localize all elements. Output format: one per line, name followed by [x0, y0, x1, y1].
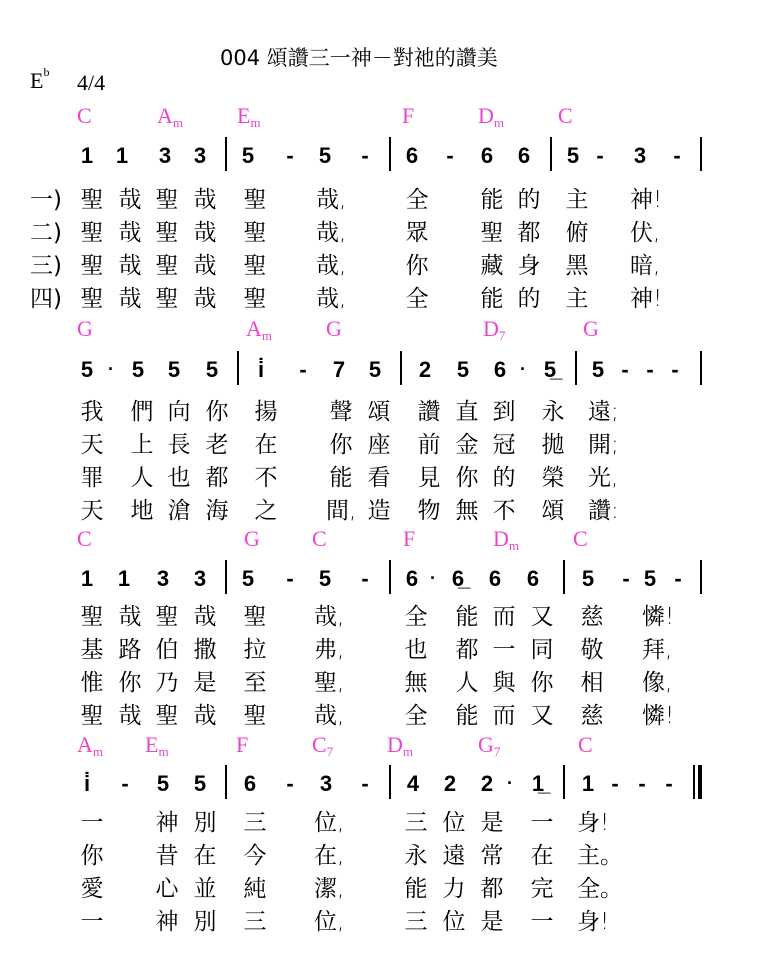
dash: -	[674, 566, 682, 591]
lyric: 主。	[577, 843, 623, 869]
dash: -	[121, 771, 129, 796]
lyric: 遠;	[588, 399, 619, 425]
barline	[389, 137, 391, 171]
chord: C	[312, 526, 327, 551]
lyric: 伏,	[630, 220, 661, 246]
chord: $E_m$	[237, 103, 261, 130]
lyric: 都	[480, 876, 504, 902]
final-barline-thick	[698, 765, 702, 799]
lyric: 又	[530, 604, 554, 630]
lyric: 拉	[243, 637, 267, 663]
note: 5	[156, 771, 170, 796]
lyric: 們	[130, 399, 154, 425]
chord: $D_m$	[478, 103, 505, 130]
note: 2	[418, 357, 432, 382]
lyric: 人	[130, 465, 154, 491]
chord: C	[77, 526, 92, 551]
lyric: 哉,	[316, 286, 347, 312]
chord: $D_7$	[483, 316, 506, 343]
dash: -	[622, 566, 630, 591]
lyric: 我	[80, 399, 104, 425]
lyric: 座	[367, 432, 391, 458]
lyric: 哉	[118, 187, 142, 213]
lyric: 相	[580, 670, 604, 696]
dash: -	[299, 357, 307, 382]
chord: G	[326, 316, 342, 341]
barline	[700, 351, 702, 385]
dash: -	[361, 566, 369, 591]
dash: -	[286, 771, 294, 796]
lyric: 永	[541, 399, 565, 425]
lyric: 哉,	[314, 604, 345, 630]
lyric: 聖	[480, 220, 504, 246]
augmentation-dot: ·	[108, 359, 114, 379]
lyric: 造	[367, 498, 391, 524]
note-underlined: 1̲	[531, 771, 545, 796]
chord: G	[77, 316, 93, 341]
lyric: 聖	[80, 703, 104, 729]
lyric: 位,	[314, 909, 345, 935]
lyric: 聖	[243, 220, 267, 246]
lyric: 頌	[541, 498, 565, 524]
lyric: 你	[80, 843, 104, 869]
lyric: 哉	[118, 220, 142, 246]
chord: $G_7$	[478, 732, 501, 759]
chord: C	[558, 103, 573, 128]
barline	[575, 351, 577, 385]
lyric: 乃	[155, 670, 179, 696]
lyric: 光,	[588, 465, 619, 491]
lyric: 又	[530, 703, 554, 729]
note: 5	[581, 566, 595, 591]
dash: -	[596, 143, 604, 168]
lyric: 哉,	[316, 220, 347, 246]
lyric: 聖	[155, 187, 179, 213]
lyric: 金	[455, 432, 479, 458]
lyric: 神	[155, 810, 179, 836]
dash: -	[286, 566, 294, 591]
note: 6	[488, 566, 502, 591]
lyric: 哉	[193, 220, 217, 246]
lyric: 憐!	[642, 703, 675, 729]
lyric: 昔	[155, 843, 179, 869]
lyric: 惟	[80, 670, 104, 696]
barline	[700, 560, 702, 594]
lyric: 心	[155, 876, 179, 902]
chord: F	[236, 732, 249, 757]
lyric: 都	[517, 220, 541, 246]
lyric: 在	[530, 843, 554, 869]
lyric: 都	[205, 465, 229, 491]
lyric: 是	[193, 670, 217, 696]
lyric: 聖	[243, 703, 267, 729]
note: 5	[318, 566, 332, 591]
lyric: 神	[155, 909, 179, 935]
lyric: 暗,	[630, 253, 661, 279]
lyric: 哉,	[316, 253, 347, 279]
chord: F	[402, 103, 415, 128]
note: 5	[167, 357, 181, 382]
lyric: 俯	[565, 220, 589, 246]
note-high: i̇	[83, 771, 91, 796]
note: 6	[243, 771, 257, 796]
note: 1	[115, 143, 129, 168]
lyric: 三	[243, 810, 267, 836]
lyric: 拜,	[642, 637, 673, 663]
lyric: 基	[80, 637, 104, 663]
lyric: 向	[167, 399, 191, 425]
note-underlined: 6̲	[451, 566, 465, 591]
lyric: 聲	[329, 399, 353, 425]
lyric: 哉	[193, 187, 217, 213]
lyric: 間,	[326, 498, 357, 524]
lyric: 一	[530, 810, 554, 836]
lyric: 三	[404, 810, 428, 836]
lyric: 永	[404, 843, 428, 869]
lyric: 在	[193, 843, 217, 869]
lyric: 潔,	[314, 876, 345, 902]
lyric: 神!	[630, 286, 663, 312]
key-flat: b	[43, 65, 50, 79]
lyric: 能	[455, 703, 479, 729]
lyric: 聖	[80, 253, 104, 279]
lyric: 看	[367, 465, 391, 491]
lyric: 像,	[642, 670, 673, 696]
dash: -	[286, 143, 294, 168]
lyric: 憐!	[642, 604, 675, 630]
barline	[225, 137, 227, 171]
lyric: 黑	[565, 253, 589, 279]
lyric: 一	[492, 637, 516, 663]
lyric: 聖	[80, 604, 104, 630]
lyric: 聖	[80, 220, 104, 246]
note: 5	[205, 357, 219, 382]
note: 6	[493, 357, 507, 382]
lyric: 聖	[243, 604, 267, 630]
lyric: 至	[243, 670, 267, 696]
lyric: 不	[492, 498, 516, 524]
note: 5	[80, 357, 94, 382]
note: 5	[193, 771, 207, 796]
chord: $A_m$	[77, 732, 104, 759]
lyric: 都	[455, 637, 479, 663]
lyric: 直	[455, 399, 479, 425]
lyric: 天	[80, 498, 104, 524]
hymn-title: 004 頌讚三一神－對祂的讚美	[220, 46, 498, 70]
augmentation-dot: ·	[507, 773, 513, 793]
lyric: 聖	[243, 253, 267, 279]
note: 5	[591, 357, 605, 382]
lyric: 力	[442, 876, 466, 902]
note: 6	[405, 566, 419, 591]
chord: $C_7$	[312, 732, 334, 759]
lyric: 聖	[155, 703, 179, 729]
lyric: 藏	[480, 253, 504, 279]
lyric: 前	[417, 432, 441, 458]
note: 2	[443, 771, 457, 796]
lyric: 無	[455, 498, 479, 524]
lyric: 全	[405, 286, 429, 312]
lyric: 同	[530, 637, 554, 663]
note: 1	[581, 771, 595, 796]
verse-number: 三)	[30, 253, 62, 279]
lyric: 完	[530, 876, 554, 902]
lyric: 聖	[80, 187, 104, 213]
note: 2	[480, 771, 494, 796]
note: 1	[80, 143, 94, 168]
lyric: 而	[492, 703, 516, 729]
lyric: 的	[492, 465, 516, 491]
chord: F	[403, 526, 416, 551]
lyric: 撒	[193, 637, 217, 663]
chord: $A_m$	[246, 316, 273, 343]
note: 3	[319, 771, 333, 796]
dash: -	[446, 143, 454, 168]
lyric: 見	[417, 465, 441, 491]
lyric: 別	[193, 909, 217, 935]
dash: -	[621, 357, 629, 382]
lyric: 你	[530, 670, 554, 696]
lyric: 愛	[80, 876, 104, 902]
lyric: 哉	[193, 286, 217, 312]
time-signature: 4/4	[77, 70, 106, 95]
barline	[225, 765, 227, 799]
lyric: 你	[205, 399, 229, 425]
note: 7	[332, 357, 346, 382]
lyric: 聖	[243, 286, 267, 312]
key-letter: E	[30, 68, 44, 93]
dash: -	[638, 771, 646, 796]
note: 3	[193, 143, 207, 168]
barline	[225, 560, 227, 594]
barline	[389, 765, 391, 799]
lyric: 到	[492, 399, 516, 425]
barline	[563, 560, 565, 594]
lyric: 讚	[417, 399, 441, 425]
lyric: 聖	[155, 286, 179, 312]
lyric: 不	[254, 465, 278, 491]
lyric: 海	[205, 498, 229, 524]
note: 3	[156, 566, 170, 591]
lyric: 罪	[80, 465, 104, 491]
verse-number: 一)	[30, 187, 62, 213]
note: 5	[131, 357, 145, 382]
lyric: 聖	[155, 604, 179, 630]
chord: $E_m$	[145, 732, 169, 759]
note: 6	[526, 566, 540, 591]
lyric: 全	[405, 187, 429, 213]
lyric: 讚:	[588, 498, 619, 524]
lyric: 能	[404, 876, 428, 902]
lyric: 哉	[118, 286, 142, 312]
lyric: 物	[417, 498, 441, 524]
lyric: 主	[565, 286, 589, 312]
lyric: 人	[455, 670, 479, 696]
lyric: 聖	[155, 253, 179, 279]
chord: G	[583, 316, 599, 341]
lyric: 是	[480, 909, 504, 935]
dash: -	[361, 143, 369, 168]
lyric: 聖	[80, 286, 104, 312]
note: 6	[480, 143, 494, 168]
lyric: 拋	[541, 432, 565, 458]
augmentation-dot: ·	[430, 568, 436, 588]
lyric: 無	[404, 670, 428, 696]
lyric: 聖,	[314, 670, 345, 696]
dash: -	[611, 771, 619, 796]
lyric: 你	[329, 432, 353, 458]
lyric: 伯	[155, 637, 179, 663]
note: 1	[80, 566, 94, 591]
lyric: 別	[193, 810, 217, 836]
lyric: 之	[254, 498, 278, 524]
lyric: 是	[480, 810, 504, 836]
lyric: 身	[517, 253, 541, 279]
lyric: 你	[405, 253, 429, 279]
lyric: 能	[480, 286, 504, 312]
lyric: 長	[167, 432, 191, 458]
dash: -	[646, 357, 654, 382]
lyric: 頌	[367, 399, 391, 425]
lyric: 三	[243, 909, 267, 935]
barline	[400, 351, 402, 385]
lyric: 位	[442, 810, 466, 836]
lyric: 在,	[314, 843, 345, 869]
lyric: 哉	[118, 604, 142, 630]
dash: -	[671, 357, 679, 382]
note: 5	[643, 566, 657, 591]
lyric: 老	[205, 432, 229, 458]
lyric: 慈	[580, 604, 604, 630]
lyric: 也	[404, 637, 428, 663]
final-barline-thin	[693, 765, 695, 799]
lyric: 純	[243, 876, 267, 902]
note: 5	[368, 357, 382, 382]
lyric: 哉	[193, 604, 217, 630]
lyric: 身!	[577, 810, 610, 836]
lyric: 常	[480, 843, 504, 869]
lyric: 路	[118, 637, 142, 663]
lyric: 全。	[577, 876, 623, 902]
lyric: 的	[517, 187, 541, 213]
note: 6	[405, 143, 419, 168]
lyric: 聖	[243, 187, 267, 213]
barline	[237, 351, 239, 385]
lyric: 神!	[630, 187, 663, 213]
note: 5	[566, 143, 580, 168]
lyric: 敬	[580, 637, 604, 663]
note: 3	[158, 143, 172, 168]
note: 5	[241, 566, 255, 591]
lyric: 揚	[254, 399, 278, 425]
lyric: 你	[455, 465, 479, 491]
lyric: 能	[455, 604, 479, 630]
lyric: 而	[492, 604, 516, 630]
lyric: 能	[480, 187, 504, 213]
lyric: 開;	[588, 432, 619, 458]
barline	[389, 560, 391, 594]
lyric: 全	[404, 703, 428, 729]
chord: C	[578, 732, 593, 757]
lyric: 哉,	[316, 187, 347, 213]
lyric: 能	[329, 465, 353, 491]
lyric: 慈	[580, 703, 604, 729]
lyric: 哉	[193, 253, 217, 279]
lyric: 三	[404, 909, 428, 935]
lyric: 位	[442, 909, 466, 935]
barline	[563, 765, 565, 799]
note: 5	[456, 357, 470, 382]
chord: C	[573, 526, 588, 551]
lyric: 哉	[118, 703, 142, 729]
dash: -	[361, 771, 369, 796]
chord: $D_m$	[493, 526, 520, 553]
lyric: 弗,	[314, 637, 345, 663]
lyric: 上	[130, 432, 154, 458]
chord: $A_m$	[157, 103, 184, 130]
lyric: 天	[80, 432, 104, 458]
lyric: 位,	[314, 810, 345, 836]
lyric: 全	[404, 604, 428, 630]
note-underlined: 5̲	[543, 357, 557, 382]
lyric: 也	[167, 465, 191, 491]
lyric: 一	[80, 810, 104, 836]
barline	[550, 137, 552, 171]
verse-number: 二)	[30, 220, 62, 246]
lyric: 在	[254, 432, 278, 458]
lyric: 哉,	[314, 703, 345, 729]
lyric: 你	[118, 670, 142, 696]
dash: -	[665, 771, 673, 796]
chord: G	[244, 526, 260, 551]
lyric: 一	[80, 909, 104, 935]
barline	[700, 137, 702, 171]
dash: -	[673, 143, 681, 168]
lyric: 與	[492, 670, 516, 696]
note: 6	[517, 143, 531, 168]
chord: C	[77, 103, 92, 128]
lyric: 身!	[577, 909, 610, 935]
note: 1	[117, 566, 131, 591]
lyric: 哉	[193, 703, 217, 729]
lyric: 並	[193, 876, 217, 902]
note: 3	[193, 566, 207, 591]
lyric: 眾	[405, 220, 429, 246]
lyric: 榮	[541, 465, 565, 491]
lyric: 遠	[442, 843, 466, 869]
lyric: 的	[517, 286, 541, 312]
note-high: i̇	[257, 357, 265, 382]
lyric: 哉	[118, 253, 142, 279]
note: 4	[406, 771, 420, 796]
key-signature	[30, 65, 50, 94]
note: 3	[633, 143, 647, 168]
augmentation-dot: ·	[520, 359, 526, 379]
lyric: 一	[530, 909, 554, 935]
lyric: 滄	[167, 498, 191, 524]
verse-number: 四)	[30, 286, 62, 312]
lyric: 聖	[155, 220, 179, 246]
note: 5	[241, 143, 255, 168]
lyric: 主	[565, 187, 589, 213]
note: 5	[318, 143, 332, 168]
chord: $D_m$	[387, 732, 414, 759]
lyric: 地	[130, 498, 154, 524]
lyric: 今	[243, 843, 267, 869]
lyric: 冠	[492, 432, 516, 458]
